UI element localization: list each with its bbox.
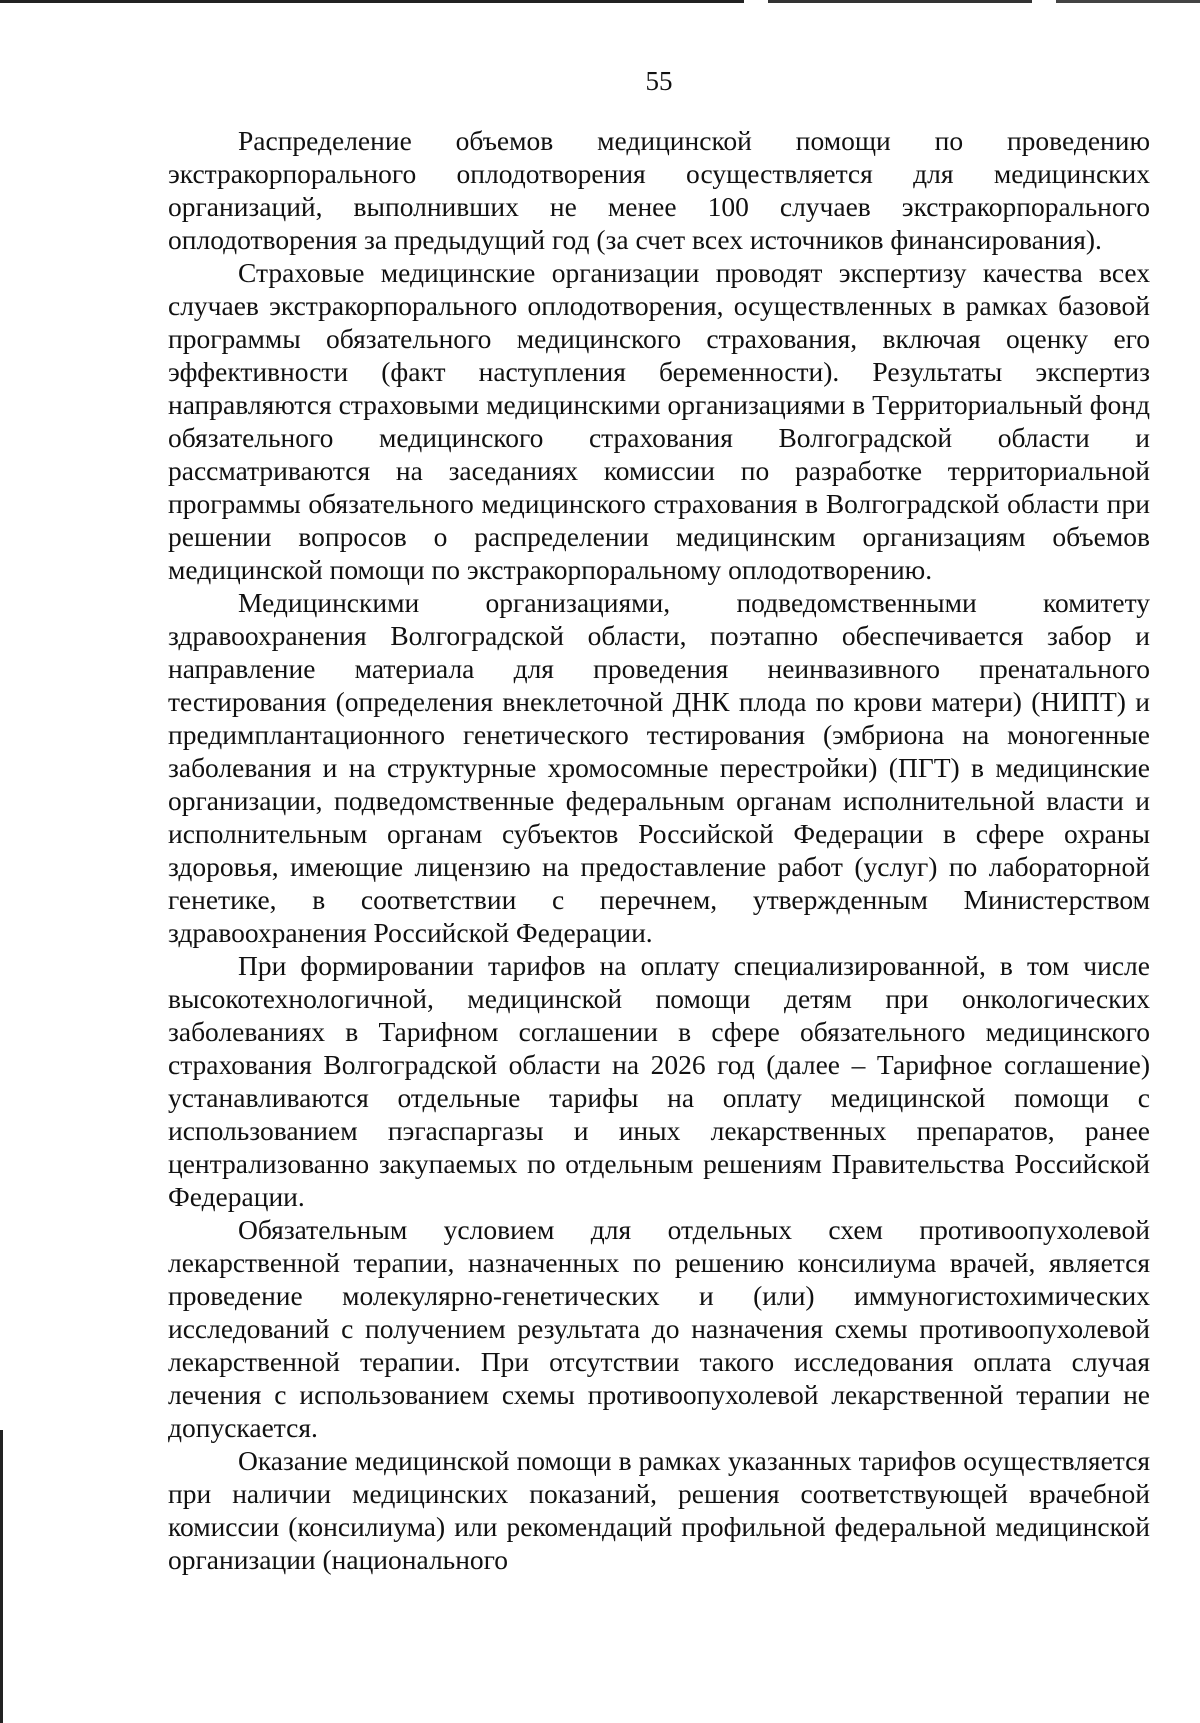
document-body	[168, 124, 1150, 1576]
scan-edge-top	[0, 0, 1200, 3]
paragraph-oncology-tariffs: При формировании тарифов на оплату специализированной, в том числе высокотехнологичной, медицинской помощи детям при онкологических заболеваниях в Тарифном соглашении в сфере обязательного медицинского страхования Волгоградской области на 2026 год (далее – Тарифное соглашение) устанавливаются отдельные тарифы на оплату медицинской помощи с использованием пэгаспаргазы и иных лекарственных препаратов, ранее централизованно закупаемых по отдельным решениям Правительства Российской Федерации.	[168, 950, 1150, 1212]
paragraph-genetic-testing: Медицинскими организациями, подведомственными комитету здравоохранения Волгоградской области, поэтапно обеспечивается забор и направление материала для проведения неинвазивного пренатального тестирования (определения внеклеточной ДНК плода по крови матери) (НИПТ) и предимплантационного генетического тестирования (эмбриона на моногенные заболевания и на структурные хромосомные перестройки) (ПГТ) в медицинские организации, подведомственные федеральным органам исполнительной власти и исполнительным органам субъектов Российской Федерации в сфере охраны здоровья, имеющие лицензию на предоставление работ (услуг) по лабораторной генетике, в соответствии с перечнем, утвержденным Министерством здравоохранения Российской Федерации.	[168, 587, 1150, 948]
page-number: 55	[645, 66, 673, 96]
paragraph-ivf-volume-distribution: Распределение объемов медицинской помощи по проведению экстракорпорального оплодотворения осуществляется для медицинских организаций, выполнивших не менее 100 случаев экстракорпорального оплодотворения за предыдущий год (за счет всех источников финансирования).	[168, 125, 1150, 255]
scan-edge-left	[0, 1430, 3, 1723]
paragraph-medical-care-provision: Оказание медицинской помощи в рамках указанных тарифов осуществляется при наличии медицинских показаний, решения соответствующей врачебной комиссии (консилиума) или рекомендаций профильной федеральной медицинской организации (национального	[168, 1445, 1150, 1575]
paragraph-ivf-quality-expertise: Страховые медицинские организации проводят экспертизу качества всех случаев экстракорпорального оплодотворения, осуществленных в рамках базовой программы обязательного медицинского страхования, включая оценку его эффективности (факт наступления беременности). Результаты экспертиз направляются страховыми медицинскими организациями в Территориальный фонд обязательного медицинского страхования Волгоградской области и рассматриваются на заседаниях комиссии по разработке территориальной программы обязательного медицинского страхования в Волгоградской области при решении вопросов о распределении медицинским организациям объемов медицинской помощи по экстракорпоральному оплодотворению.	[168, 257, 1150, 585]
paragraph-antitumor-therapy-condition: Обязательным условием для отдельных схем противоопухолевой лекарственной терапии, назначенных по решению консилиума врачей, является проведение молекулярно-генетических и (или) иммуногистохимических исследований с получением результата до назначения схемы противоопухолевой лекарственной терапии. При отсутствии такого исследования оплата случая лечения с использованием схемы противоопухолевой лекарственной терапии не допускается.	[168, 1214, 1150, 1443]
